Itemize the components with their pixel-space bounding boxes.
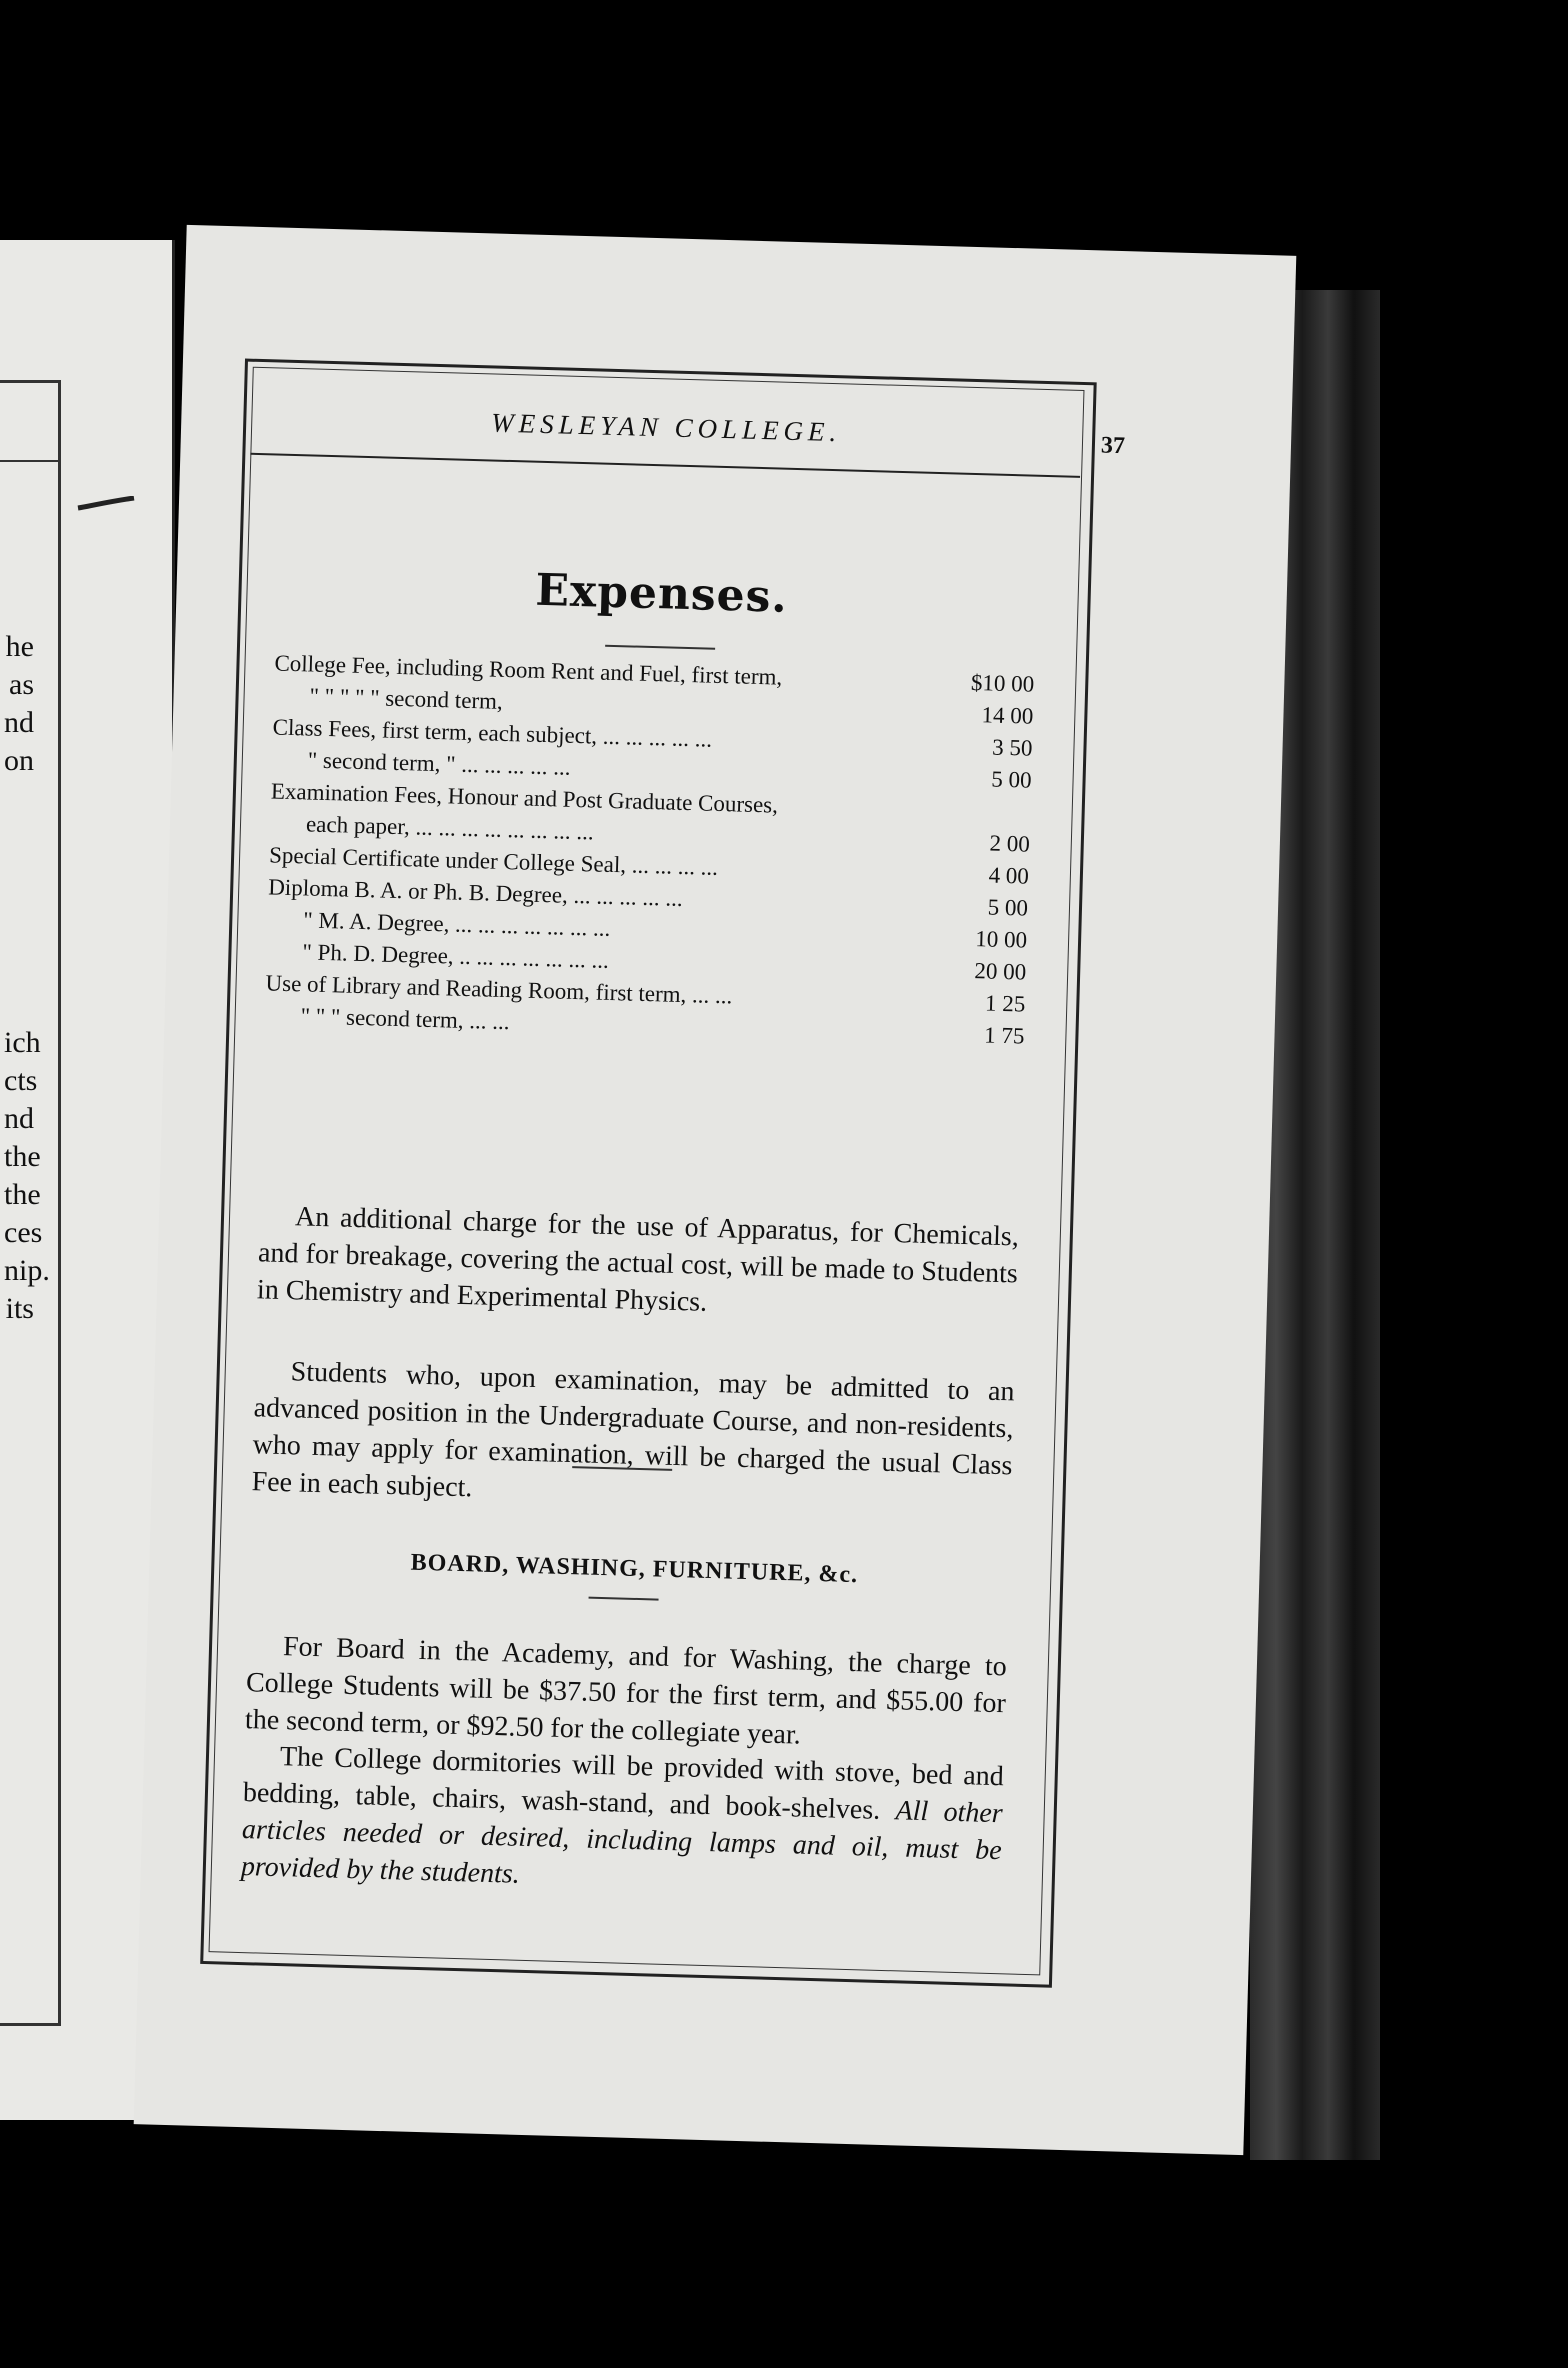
fee-amount: 4 00 <box>988 862 1030 889</box>
fragment: its <box>5 1292 34 1325</box>
fee-description: " " " second term, ... ... <box>300 1003 510 1035</box>
apparatus-paragraph: An additional charge for the use of Apparatus, for Chemicals, and for breakage, covering the actual cost, will be made to Students in Chemistry and Experimental Physics. <box>256 1201 1020 1318</box>
fee-description: Class Fees, first term, each subject, ... ... ... ... ... <box>272 714 713 752</box>
fragment: cts <box>4 1064 38 1097</box>
left-page-text-fragments-top <box>4 628 34 780</box>
fee-amount: $10 00 <box>970 669 1035 697</box>
fragment: the <box>4 1140 41 1173</box>
fragment: on <box>4 744 34 777</box>
expenses-title: Expenses. <box>534 564 789 623</box>
dormitory-italic-text: All other articles needed or desired, including lamps and oil, must be provided by the students. <box>240 1795 1004 1890</box>
fee-amount: 1 25 <box>984 990 1026 1017</box>
left-page-rule <box>0 460 58 462</box>
fee-description: " Ph. D. Degree, .. ... ... ... ... ... ... <box>302 939 610 973</box>
fee-description: Special Certificate under College Seal, ... ... ... ... <box>268 842 719 880</box>
fragment: he <box>5 630 34 663</box>
fragment: as <box>9 668 34 701</box>
board-paragraph: For Board in the Academy, and for Washing, the charge to College Students will be $37.50 for the first term, and $55.00 for the second term, or $92.50 for the collegiate year. <box>244 1631 1008 1751</box>
fragment: nip. <box>4 1254 50 1287</box>
left-page-text-fragments-bottom <box>4 1024 50 1328</box>
running-title: WESLEYAN COLLEGE. <box>490 407 842 448</box>
fee-amount: 20 00 <box>974 958 1027 985</box>
ink-mark <box>76 496 136 512</box>
admission-paragraph: Students who, upon examination, may be admitted to an advanced position in the Undergraduate Course, and non-residents, who may apply for examination, will be charged the usual Class Fee in each subject. <box>251 1356 1015 1504</box>
page-number: 37 <box>1100 432 1126 460</box>
fragment: ich <box>4 1026 41 1059</box>
board-section-title: BOARD, WASHING, FURNITURE, &c. <box>410 1549 859 1589</box>
fee-table <box>264 648 1034 1053</box>
fee-description: Examination Fees, Honour and Post Graduate Courses, <box>270 778 779 818</box>
fee-amount: 10 00 <box>975 926 1028 953</box>
fee-description: " " " " " second term, <box>309 683 504 714</box>
fee-description: Use of Library and Reading Room, first term, ... ... <box>265 970 733 1009</box>
fee-description: each paper, ... ... ... ... ... ... ... ... <box>305 811 595 845</box>
fragment: ces <box>4 1216 43 1249</box>
fragment: nd <box>4 706 34 739</box>
fee-amount: 1 75 <box>983 1022 1025 1049</box>
fragment: nd <box>4 1102 34 1135</box>
fee-description: " M. A. Degree, ... ... ... ... ... ... ... <box>303 907 611 941</box>
fee-amount: 2 00 <box>989 830 1031 857</box>
dormitory-text: The College dormitories will be provided with stove, bed and bedding, table, chairs, wash-stand, and book-shelves. <box>242 1741 1005 1826</box>
fragment: the <box>4 1178 41 1211</box>
fee-amount: 5 00 <box>990 766 1032 793</box>
fee-amount: 14 00 <box>981 702 1034 729</box>
book-page <box>134 225 1297 2155</box>
fee-description: " second term, " ... ... ... ... ... <box>307 747 571 780</box>
dormitory-paragraph <box>240 1737 1004 1906</box>
fee-amount: 5 00 <box>987 894 1029 921</box>
fee-amount: 3 50 <box>991 734 1033 761</box>
fee-description: College Fee, including Room Rent and Fuel, first term, <box>274 650 783 690</box>
fee-description: Diploma B. A. or Ph. B. Degree, ... ... ... ... ... <box>267 874 684 911</box>
